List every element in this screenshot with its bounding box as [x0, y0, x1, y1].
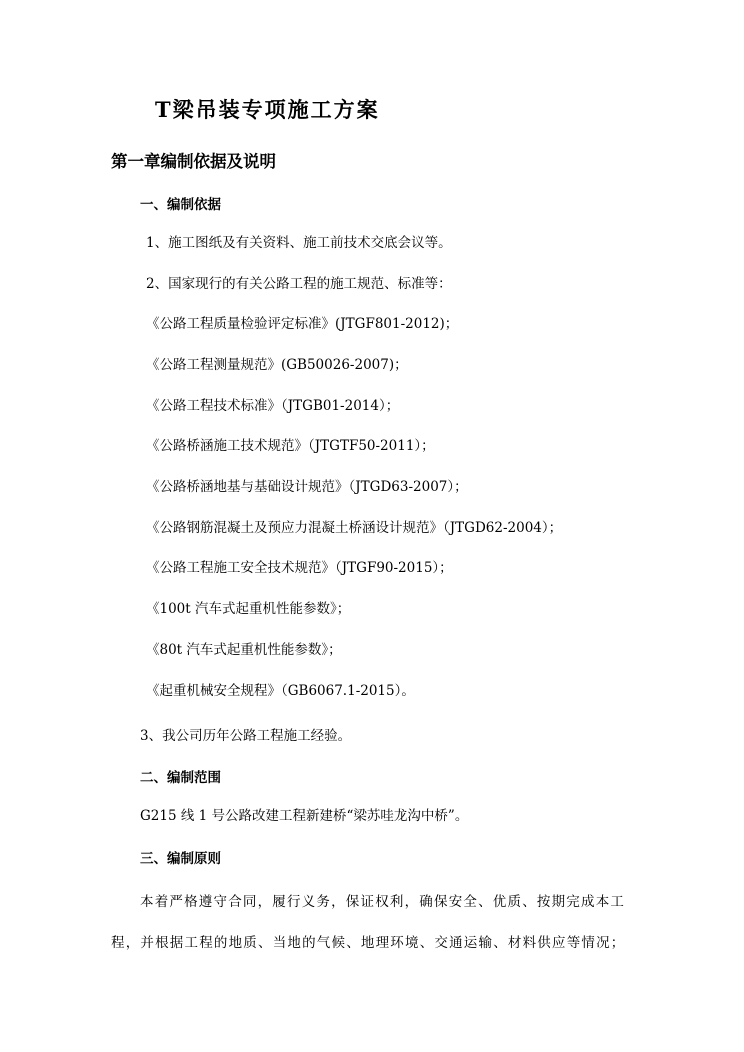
chapter-heading: 第一章编制依据及说明	[111, 152, 276, 171]
basis-item-2: 2、国家现行的有关公路工程的施工规范、标准等：	[146, 276, 452, 292]
basis-item-3: 3、我公司历年公路工程施工经验。	[140, 728, 352, 744]
section-heading-principles: 三、编制原则	[140, 851, 221, 867]
scope-text: G215 线 1 号公路改建工程新建桥“梁苏哇龙沟中桥”。	[140, 808, 469, 824]
standard-item: 《100t 汽车式起重机性能参数》；	[146, 601, 351, 617]
section-heading-scope: 二、编制范围	[140, 770, 221, 786]
basis-item-1: 1、施工图纸及有关资料、施工前技术交底会议等。	[146, 235, 452, 251]
standard-item: 《80t 汽车式起重机性能参数》；	[146, 642, 342, 658]
standard-item: 《公路桥涵施工技术规范》（JTGTF50-2011）；	[146, 438, 435, 454]
principles-paragraph-line-1: 本着严格遵守合同，履行义务，保证权利，确保安全、优质、按期完成本工	[140, 894, 626, 910]
standard-item: 《公路工程施工安全技术规范》（JTGF90-2015）；	[146, 560, 453, 576]
principles-paragraph-line-2: 程，并根据工程的地质、当地的气候、地理环境、交通运输、材料供应等情况；	[111, 935, 626, 951]
standard-item: 《公路工程测量规范》(GB50026-2007)；	[146, 357, 408, 373]
standard-item: 《公路桥涵地基与基础设计规范》（JTGD63-2007）；	[146, 479, 468, 495]
standard-item: 《起重机械安全规程》（GB6067.1-2015）。	[146, 683, 415, 699]
standard-item: 《公路工程质量检验评定标准》(JTGF801-2012)；	[146, 316, 459, 332]
standard-item: 《公路钢筋混凝土及预应力混凝土桥涵设计规范》（JTGD62-2004）；	[146, 520, 563, 536]
standard-item: 《公路工程技术标准》（JTGB01-2014）；	[146, 398, 400, 414]
section-heading-basis: 一、编制依据	[140, 197, 221, 213]
document-title: T梁吊装专项施工方案	[155, 97, 380, 122]
